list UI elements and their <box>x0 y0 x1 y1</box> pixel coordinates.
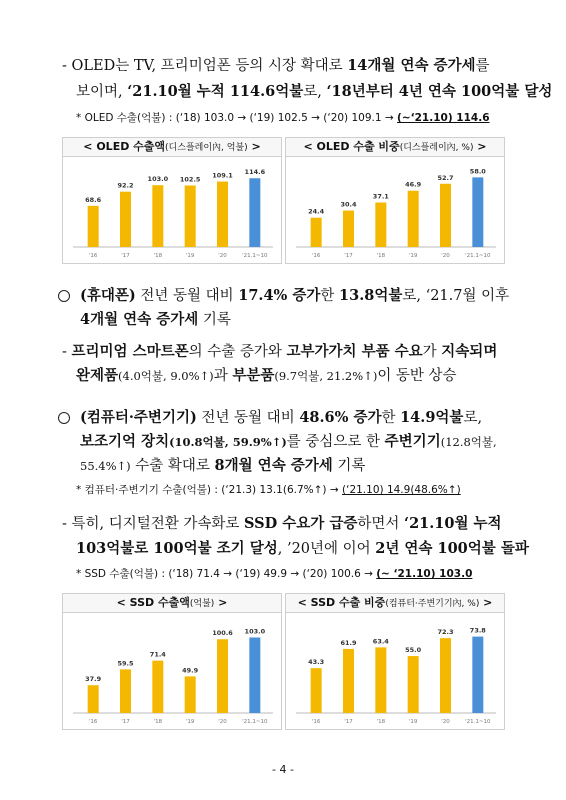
oled-note <box>76 110 490 125</box>
text: 전년 동월 대비 <box>135 288 239 304</box>
data-label: 103.0 <box>147 175 169 184</box>
chart-title: < SSD 수출 비중(컴퓨터·주변기기內, %) > <box>286 594 504 613</box>
ssd-export-chart <box>62 593 282 730</box>
text: 전년 동월 대비 <box>196 410 300 426</box>
text: 로, ‘21.7월 이후 <box>402 288 510 304</box>
phone-line-2 <box>80 308 231 329</box>
data-label: 109.1 <box>212 171 233 180</box>
ssd-share-chart <box>285 593 505 730</box>
emphasis: 14개월 연속 증가세 <box>347 57 476 74</box>
x-tick-label: '20 <box>218 719 227 725</box>
x-tick-label: '21.1~10 <box>465 719 491 725</box>
x-tick-label: '21.1~10 <box>465 253 491 259</box>
data-label: 100.6 <box>212 629 233 638</box>
bullet-circle-icon <box>58 290 70 302</box>
computer-line-1 <box>58 406 482 427</box>
note-highlight: (~‘21.10) 114.6 <box>397 112 490 124</box>
text: 한 <box>320 288 340 304</box>
x-tick-label: '16 <box>88 253 98 259</box>
note-highlight: (~ ‘21.10) 103.0 <box>376 568 473 580</box>
text: 한 <box>381 410 401 426</box>
bullet-circle-icon <box>58 412 70 424</box>
data-label: 49.9 <box>182 666 199 675</box>
data-label: 55.0 <box>405 646 422 655</box>
bar <box>343 649 354 713</box>
note-text: * OLED 수출(억불) : (‘18) 103.0 → (‘19) 102.5 → (‘20) 109.1 → <box>76 112 398 124</box>
data-label: 59.5 <box>117 659 134 668</box>
computer-line-3 <box>80 454 365 475</box>
x-tick-label: '17 <box>344 719 353 725</box>
emphasis-small: (10.8억불, 59.9%↑) <box>169 435 287 449</box>
x-tick-label: '20 <box>441 253 450 259</box>
x-tick-label: '19 <box>185 719 195 725</box>
bar <box>311 218 322 247</box>
ssd-line-2 <box>76 537 529 558</box>
bar <box>472 637 483 713</box>
text: - <box>62 344 72 360</box>
emphasis: 지속되며 <box>441 343 498 360</box>
x-tick-label: '21.1~10 <box>242 253 268 259</box>
x-tick-label: '20 <box>218 253 227 259</box>
emphasis: 주변기기 <box>384 433 441 450</box>
text: 이 동반 상승 <box>377 368 457 384</box>
data-label: 102.5 <box>179 175 201 184</box>
phone-line-1 <box>58 284 509 305</box>
emphasis: 17.4% 증가 <box>238 287 321 304</box>
bar <box>88 685 99 713</box>
x-tick-label: '18 <box>153 253 163 259</box>
text: (9.7억불, 21.2%↑) <box>274 369 378 383</box>
data-label: 61.9 <box>340 638 357 647</box>
data-label: 73.8 <box>469 626 486 635</box>
bar <box>217 182 228 247</box>
x-tick-label: '19 <box>408 253 418 259</box>
x-tick-label: '17 <box>121 253 130 259</box>
text: 기록 <box>332 458 366 474</box>
emphasis: 고부가가치 부품 수요 <box>286 343 423 360</box>
chart-title: < OLED 수출액(디스플레이內, 억불) > <box>63 138 281 157</box>
text: (12.8억불, <box>440 435 497 449</box>
x-tick-label: '17 <box>344 253 353 259</box>
computer-note <box>76 482 461 497</box>
bar <box>152 661 163 713</box>
data-label: 37.1 <box>372 192 389 201</box>
oled-export-chart <box>62 137 282 264</box>
x-tick-label: '16 <box>88 719 98 725</box>
data-label: 71.4 <box>149 650 166 659</box>
data-label: 43.3 <box>308 658 325 667</box>
bar <box>185 186 196 248</box>
bar <box>343 211 354 247</box>
data-label: 72.3 <box>437 628 454 637</box>
emphasis: 103억불로 100억불 조기 달성 <box>76 540 278 557</box>
x-tick-label: '16 <box>311 719 321 725</box>
data-label: 46.9 <box>405 180 422 189</box>
text: 를 <box>475 58 490 74</box>
emphasis: 13.8억불 <box>339 287 403 304</box>
data-label: 103.0 <box>244 627 266 636</box>
data-label: 37.9 <box>85 675 102 684</box>
emphasis: SSD 수요가 급증 <box>244 515 358 532</box>
text: , ’20년에 이어 <box>277 541 376 557</box>
bar <box>152 185 163 247</box>
text: 의 수출 증가와 <box>188 344 287 360</box>
data-label: 63.4 <box>372 637 389 646</box>
note-highlight: (‘21.10) 14.9(48.6%↑) <box>342 484 461 496</box>
oled-share-chart <box>285 137 505 264</box>
bar <box>375 647 386 713</box>
computer-line-2 <box>80 430 497 451</box>
bar <box>440 184 451 247</box>
data-label: 114.6 <box>244 168 266 177</box>
ssd-note <box>76 566 472 581</box>
chart-title: < OLED 수출 비중(디스플레이內, %) > <box>286 138 504 157</box>
oled-export-bars <box>63 157 281 263</box>
emphasis: (휴대폰) <box>80 287 136 304</box>
x-tick-label: '17 <box>121 719 130 725</box>
chart-title: < SSD 수출액(억불) > <box>63 594 281 613</box>
phone-line-4 <box>76 364 457 385</box>
text: 보이며, <box>76 84 128 100</box>
emphasis: 48.6% 증가 <box>299 409 382 426</box>
note-text: * 컴퓨터·주변기기 수출(억불) : (‘21.3) 13.1(6.7%↑) → <box>76 484 343 496</box>
text: (4.0억불, 9.0%↑) <box>118 369 214 383</box>
bar <box>217 639 228 713</box>
bar <box>185 676 196 713</box>
x-tick-label: '18 <box>376 719 386 725</box>
emphasis: 8개월 연속 증가세 <box>214 457 333 474</box>
data-label: 24.4 <box>308 207 325 216</box>
bar <box>408 656 419 713</box>
emphasis: 4개월 연속 증가세 <box>80 311 199 328</box>
x-tick-label: '18 <box>376 253 386 259</box>
bar <box>311 668 322 713</box>
bar <box>375 202 386 247</box>
text: 수출 확대로 <box>130 458 215 474</box>
data-label: 58.0 <box>469 167 486 176</box>
bar <box>472 177 483 247</box>
x-tick-label: '19 <box>185 253 195 259</box>
text: 로, <box>463 410 483 426</box>
bar <box>408 191 419 247</box>
x-tick-label: '19 <box>408 719 418 725</box>
emphasis: ‘18년부터 4년 연속 100억불 달성 <box>326 83 553 100</box>
text: 로, <box>303 84 327 100</box>
text: 과 <box>213 368 233 384</box>
bar <box>440 638 451 713</box>
emphasis: ‘21.10월 누적 <box>404 515 502 532</box>
emphasis: (컴퓨터·주변기기) <box>80 409 197 426</box>
bar <box>249 637 260 713</box>
oled-line-2 <box>76 80 552 101</box>
x-tick-label: '16 <box>311 253 321 259</box>
emphasis: 2년 연속 100억불 돌파 <box>375 540 529 557</box>
text: - OLED는 TV, 프리미엄폰 등의 시장 확대로 <box>62 58 348 74</box>
emphasis: 부분품 <box>232 367 275 384</box>
data-label: 68.6 <box>85 195 102 204</box>
emphasis: ‘21.10월 누적 114.6억불 <box>127 83 304 100</box>
emphasis: 보조기억 장치 <box>80 433 170 450</box>
bar <box>249 178 260 247</box>
emphasis: 14.9억불 <box>400 409 464 426</box>
note-text: * SSD 수출(억불) : (‘18) 71.4 → (‘19) 49.9 → (‘20) 100.6 → <box>76 568 377 580</box>
bar <box>120 669 131 713</box>
page-number: - 4 - <box>272 763 294 776</box>
oled-line-1 <box>62 54 490 75</box>
data-label: 92.2 <box>117 181 134 190</box>
text: - 특히, 디지털전환 가속화로 <box>62 516 245 532</box>
text: 55.4%↑) <box>80 459 131 473</box>
phone-line-3 <box>62 340 497 361</box>
emphasis: 프리미엄 스마트폰 <box>71 343 189 360</box>
data-label: 30.4 <box>340 200 357 209</box>
ssd-export-bars <box>63 613 281 729</box>
bar <box>120 192 131 247</box>
data-label: 52.7 <box>437 173 454 182</box>
text: 를 중심으로 한 <box>286 434 385 450</box>
text: 기록 <box>198 312 231 328</box>
ssd-share-bars <box>286 613 504 729</box>
text: 가 <box>422 344 442 360</box>
bar <box>88 206 99 247</box>
x-tick-label: '21.1~10 <box>242 719 268 725</box>
x-tick-label: '20 <box>441 719 450 725</box>
x-tick-label: '18 <box>153 719 163 725</box>
emphasis: 완제품 <box>76 367 119 384</box>
ssd-line-1 <box>62 512 502 533</box>
oled-share-bars <box>286 157 504 263</box>
text: 하면서 <box>357 516 405 532</box>
